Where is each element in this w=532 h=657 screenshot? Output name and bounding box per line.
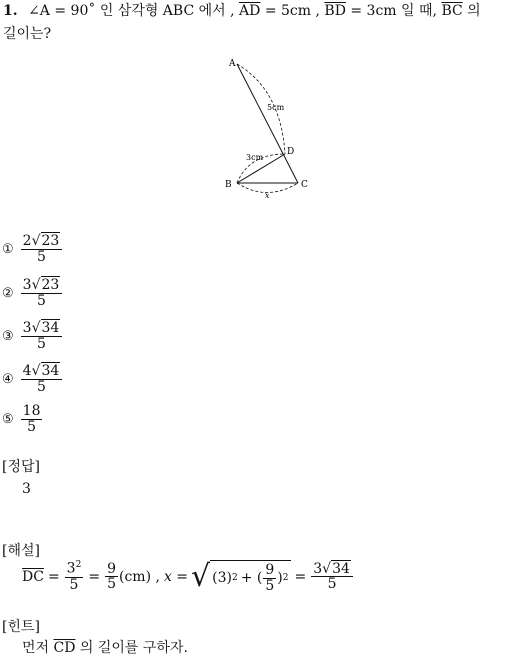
choice-fraction: $\frac{3√23}{5}$: [21, 278, 63, 308]
fraction-3sq-over-5: $\frac{3^2}{5}$: [66, 560, 82, 593]
choice-mark: ①: [2, 241, 14, 257]
choice-5[interactable]: [2, 404, 43, 434]
choice-fraction: $\frac{2√23}{5}$: [21, 234, 63, 264]
segment-cd: $\overline{CD}$: [53, 640, 76, 656]
question-text-end: 의: [467, 3, 481, 19]
label-a: A: [229, 59, 236, 69]
triangle-diagram: [215, 52, 320, 202]
choice-fraction: $\frac{18}{5}$: [22, 403, 41, 435]
question-eq-bd: = 3cm 일 때,: [350, 3, 437, 19]
choice-3[interactable]: [2, 321, 63, 351]
hint-text: 먼저 $\overline{CD}$ 의 길이를 구하자.: [22, 640, 188, 656]
choice-fraction: $\frac{3√34}{5}$: [21, 321, 63, 351]
fraction-9-over-5-inner: $\frac{9}{5}$: [265, 562, 275, 594]
choice-1[interactable]: [2, 234, 63, 264]
answer-value: 3: [22, 481, 31, 497]
label-5cm: 5cm: [267, 103, 285, 112]
label-x: x: [265, 191, 270, 200]
explanation-formula: $\overline{DC}$ = $\frac{3^2}{5}$ = $\frac{9}{5}$ (cm) , x = √ (3) 2 + ( $\frac{9}{5}$ ) 2 = $\frac{3√34}{5}$: [22, 560, 354, 593]
explanation-label: [해설]: [2, 543, 40, 559]
choice-fraction: $\frac{4√34}{5}$: [21, 364, 63, 394]
segment-ad: $\overline{AD}$: [239, 3, 261, 19]
label-b: B: [225, 180, 232, 190]
choice-4[interactable]: [2, 364, 63, 394]
question-line-2: 길이는?: [3, 26, 52, 42]
choice-mark: ⑤: [2, 411, 14, 427]
fraction-9-over-5: $\frac{9}{5}$: [107, 560, 116, 593]
choice-2[interactable]: [2, 278, 63, 308]
choice-mark: ④: [2, 371, 14, 387]
sqrt-expression: √ (3) 2 + ( $\frac{9}{5}$ ) 2: [191, 558, 289, 594]
question-line-1: [3, 0, 481, 20]
answer-label: [정답]: [2, 459, 40, 475]
choice-mark: ②: [2, 285, 14, 301]
hint-label: [힌트]: [2, 619, 40, 635]
question-text-1: ∠A = 90˚ 인 삼각형 ABC 에서 ,: [28, 3, 235, 19]
segment-bd: $\overline{BD}$: [324, 3, 346, 19]
label-3cm: 3cm: [246, 153, 264, 162]
fraction-3sqrt34-over-5: $\frac{3√34}{5}$: [311, 562, 353, 592]
choice-mark: ③: [2, 328, 14, 344]
question-eq-ad: = 5cm ,: [264, 3, 320, 19]
segment-bc: $\overline{BC}$: [441, 3, 463, 19]
segment-dc: $\overline{DC}$: [22, 568, 44, 585]
question-number: 1.: [3, 3, 18, 19]
label-d: D: [287, 147, 295, 157]
label-c: C: [301, 180, 308, 190]
